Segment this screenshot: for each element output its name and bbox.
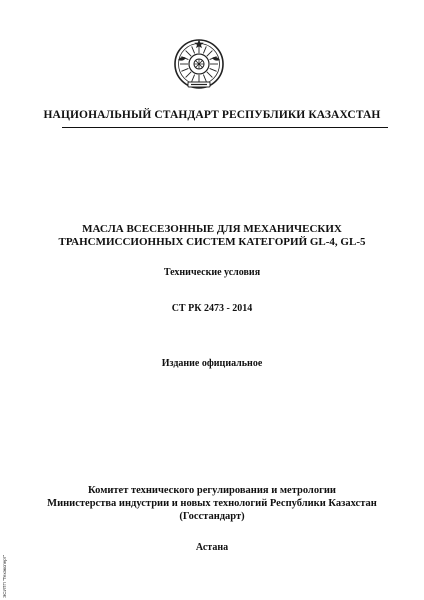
publisher-block xyxy=(0,484,424,523)
publisher-line: (Госстандарт) xyxy=(179,511,245,522)
document-title-line: МАСЛА ВСЕСЕЗОННЫЕ ДЛЯ МЕХАНИЧЕСКИХ xyxy=(82,223,342,235)
kazakhstan-state-emblem-icon xyxy=(173,38,225,90)
header-title: НАЦИОНАЛЬНЫЙ СТАНДАРТ РЕСПУБЛИКИ КАЗАХСТАН xyxy=(43,109,381,121)
document-subtitle: Технические условия xyxy=(163,267,261,278)
horizontal-divider xyxy=(62,127,388,128)
publisher-line: Комитет технического регулирования и метрологии xyxy=(88,485,336,496)
document-title-line: ТРАНСМИССИОННЫХ СИСТЕМ КАТЕГОРИЙ GL-4, GL-5 xyxy=(58,236,366,248)
standard-number: СТ РК 2473 - 2014 xyxy=(171,303,253,314)
publication-city: Астана xyxy=(195,542,229,553)
side-watermark-note: ЭСИТП "Техэксперт" xyxy=(2,554,7,598)
publisher-line: Министерства индустрии и новых технологий Республики Казахстан xyxy=(47,498,377,509)
document-title xyxy=(0,223,424,249)
edition-label: Издание официальное xyxy=(161,358,263,369)
